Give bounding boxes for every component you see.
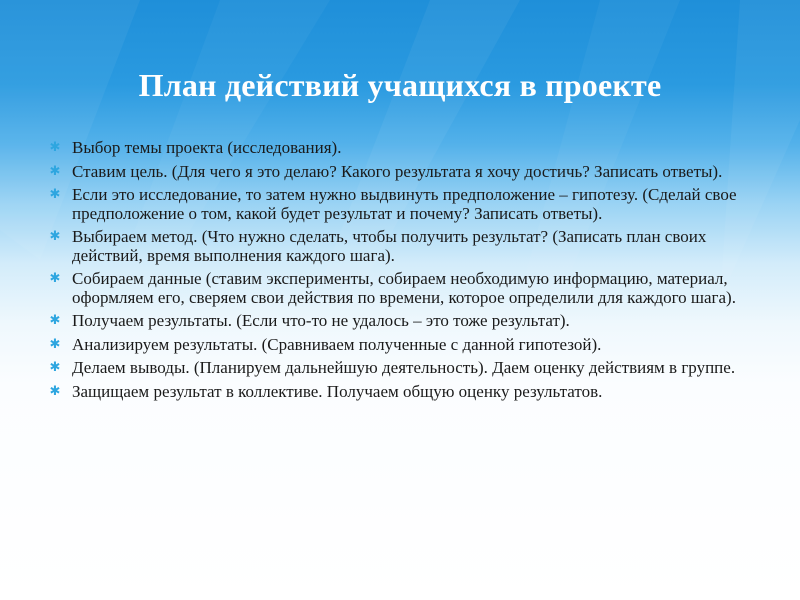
list-item-text: Выбор темы проекта (исследования).	[72, 138, 342, 157]
list-item-text: Делаем выводы. (Планируем дальнейшую деятельность). Даем оценку действиям в группе.	[72, 358, 736, 377]
list-item-text: Если это исследование, то затем нужно выдвинуть предположение – гипотезу. (Сделай свое предположение о том, какой будет результат и почему? Записать ответы).	[72, 185, 737, 223]
asterisk-bullet-icon: ✱	[49, 229, 61, 244]
slide-title: План действий учащихся в проекте	[138, 67, 662, 103]
asterisk-bullet-icon: ✱	[49, 140, 61, 155]
list-item	[48, 312, 748, 331]
asterisk-bullet-icon: ✱	[49, 271, 61, 286]
asterisk-bullet-icon: ✱	[49, 313, 61, 328]
asterisk-bullet-icon: ✱	[49, 383, 61, 399]
list-item-text: Анализируем результаты. (Сравниваем полученные с данной гипотезой).	[72, 334, 602, 354]
asterisk-bullet-icon: ✱	[49, 163, 61, 179]
asterisk-bullet-icon: ✱	[49, 336, 61, 352]
list-item	[48, 359, 748, 378]
list-item-text: Собираем данные (ставим эксперименты, собираем необходимую информацию, материал, оформляем его, сверяем свои действия по времени, которое определили для каждого шага).	[72, 269, 736, 307]
list-item-text: Ставим цель. (Для чего я это делаю? Какого результата я хочу достичь? Записать ответы).	[72, 161, 723, 181]
bullet-list	[48, 139, 748, 406]
list-item	[48, 228, 748, 265]
list-item-text: Получаем результаты. (Если что-то не удалось – это тоже результат).	[72, 311, 570, 330]
list-item	[48, 383, 748, 402]
asterisk-bullet-icon: ✱	[49, 360, 61, 375]
list-item	[48, 163, 748, 182]
list-item-text: Выбираем метод. (Что нужно сделать, чтобы получить результат? (Записать план своих действий, время выполнения каждого шага).	[72, 227, 707, 265]
list-item-text: Защищаем результат в коллективе. Получаем общую оценку результатов.	[72, 381, 603, 401]
list-item	[48, 139, 748, 158]
list-item	[48, 336, 748, 355]
asterisk-bullet-icon: ✱	[49, 187, 61, 202]
list-item	[48, 186, 748, 223]
list-item	[48, 270, 748, 307]
